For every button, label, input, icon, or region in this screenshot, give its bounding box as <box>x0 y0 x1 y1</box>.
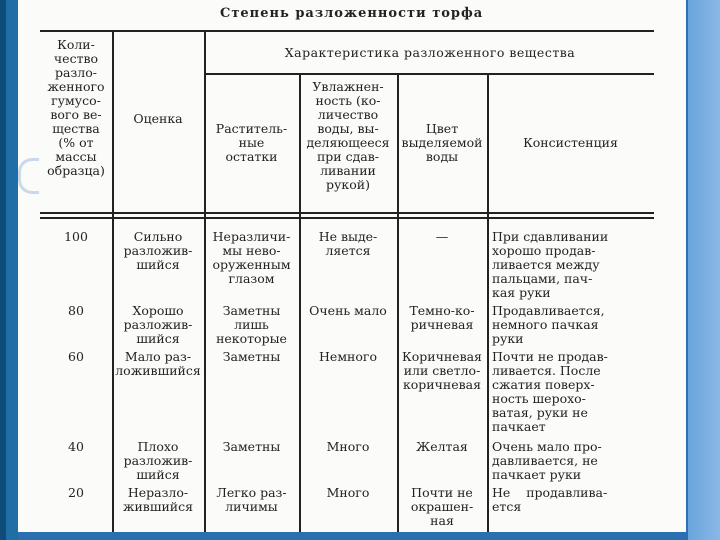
header-assessment: Оценка <box>133 111 183 126</box>
row4-assessment: Плохо разложив- шийся <box>123 439 193 482</box>
row5-assessment: Неразло- жившийся <box>122 485 194 514</box>
row4-moisture: Много <box>326 439 370 454</box>
row3-remains: Заметны <box>222 349 281 364</box>
row1-amount: 100 <box>64 229 88 244</box>
slide-bottom-bar <box>18 532 688 540</box>
header-characteristic: Характеристика разложенного вещества <box>284 45 576 60</box>
row5-consistency: Не продавлива- ется <box>492 485 608 514</box>
header-amount: Коли- чество разло- женного гумусо- вого ве- щества (% от массы образца) <box>47 37 105 178</box>
slide-decoration <box>18 158 39 194</box>
row2-consistency: Продавливается, немного пачкая руки <box>492 303 605 346</box>
row3-moisture: Немного <box>319 349 377 364</box>
row3-color: Коричневая или светло- коричневая <box>402 349 482 392</box>
slide-left-edge <box>0 0 6 540</box>
header-plant-remains: Раститель- ные остатки <box>215 121 288 164</box>
row1-moisture: Не выде- ляется <box>318 229 378 258</box>
row5-amount: 20 <box>68 485 84 500</box>
row2-remains: Заметны лишь некоторые <box>216 303 287 346</box>
row2-assessment: Хорошо разложив- шийся <box>123 303 193 346</box>
header-water-color: Цвет выделяемой воды <box>401 121 483 164</box>
row1-remains: Неразличи- мы нево- оруженным глазом <box>212 229 291 286</box>
row3-consistency: Почти не продав- ливается. После сжатия поверх- ность шерохо- ватая, руки не пачкает <box>492 349 608 434</box>
row1-assessment: Сильно разложив- шийся <box>123 229 193 272</box>
header-moisture: Увлажнен- ность (ко- личество воды, вы- деляющееся при сдав- ливании рукой) <box>306 79 390 192</box>
rule-header-bottom <box>40 212 654 214</box>
row3-assessment: Мало раз- ложившийся <box>115 349 201 378</box>
row1-color: — <box>435 229 449 244</box>
slide-right-bar <box>688 0 720 540</box>
row4-consistency: Очень мало про- давливается, не пачкает руки <box>492 439 602 482</box>
rule-top <box>40 30 654 32</box>
row4-amount: 40 <box>68 439 84 454</box>
row5-color: Почти не окрашен- ная <box>410 485 474 528</box>
row4-remains: Заметны <box>222 439 281 454</box>
header-consistency: Консистенция <box>523 135 618 150</box>
row2-moisture: Очень мало <box>309 303 387 318</box>
row4-color: Желтая <box>416 439 468 454</box>
row2-amount: 80 <box>68 303 84 318</box>
row5-moisture: Много <box>326 485 370 500</box>
row3-amount: 60 <box>68 349 84 364</box>
rule-sub-header <box>206 73 654 75</box>
rule-header-bottom-2 <box>40 217 654 219</box>
table-title: Степень разложенности торфа <box>220 6 484 21</box>
row1-consistency: При сдавливании хорошо продав- ливается между пальцами, пач- кая руки <box>492 229 609 300</box>
row2-color: Темно-ко- ричневая <box>409 303 475 332</box>
row5-remains: Легко раз- личимы <box>216 485 287 514</box>
